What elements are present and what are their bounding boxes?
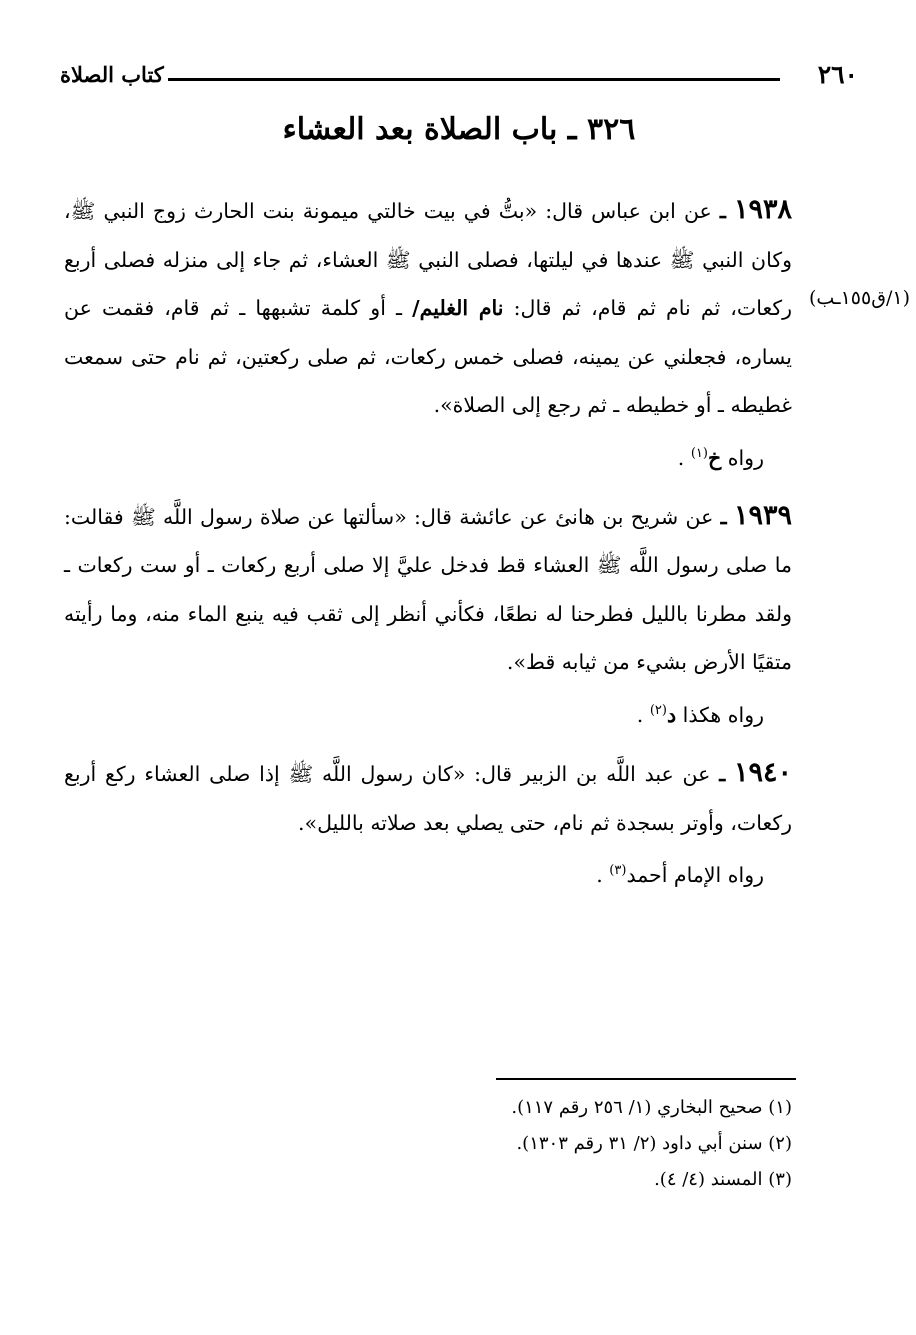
hadith-text-continued: ـ أو كلمة تشبهها ـ ثم قام، فقمت عن يساره، فجعلني عن يمينه، فصلى خمس ركعات، ثم صلى ركعتين، ثم نام حتى سمعت غطيطه ـ أو خطيطه ـ ثم رجع إلى الصلاة». — [64, 296, 792, 417]
hadith-dash: ـ — [719, 199, 726, 223]
header-rule — [168, 78, 780, 81]
source-code: خ — [707, 445, 722, 470]
hadith-source: رواه هكذا د$^{(٢)}$ . — [636, 702, 764, 727]
hadith-1938 — [64, 186, 792, 430]
hadith-number: ١٩٣٨ — [733, 194, 792, 225]
hadith-source: رواه خ$^{(١)}$ . — [677, 445, 764, 470]
source-code: د — [666, 702, 677, 727]
hadith-dash: ـ — [720, 504, 727, 529]
hadith-text: عن ابن عباس قال: «بتُّ في بيت خالتي ميمونة بنت الحارث زوج النبي ﷺ، وكان النبي ﷺ عندها في ليلتها، فصلى النبي ﷺ العشاء، ثم جاء إلى منزله فصلى أربع ركعات، ثم نام ثم قام، ثم قال: — [64, 199, 792, 320]
hadith-1940 — [64, 749, 792, 847]
margin-note: (١/ق١٥٥ـب) — [808, 287, 910, 309]
hadith-number: ١٩٤٠ — [733, 757, 792, 789]
footnote-2: (٢) سنن أبي داود (٢/ ٣١ رقم ١٣٠٣). — [516, 1133, 792, 1154]
chapter-title: ٣٢٦ ـ باب الصلاة بعد العشاء — [282, 112, 636, 147]
hadith-dash: ـ — [719, 762, 726, 787]
main-text — [64, 186, 792, 899]
footnote-ref: (٣) — [609, 863, 627, 879]
book-title: كتاب الصلاة — [60, 62, 164, 87]
hadith-bold-phrase: نام الغليم/ — [412, 296, 504, 320]
footnote-ref: (١) — [690, 445, 708, 461]
footnote-1: (١) صحيح البخاري (١/ ٢٥٦ رقم ١١٧). — [511, 1097, 792, 1118]
page-number: ٢٦٠ — [817, 60, 858, 89]
footnote-3: (٣) المسند (٤/ ٤). — [654, 1169, 792, 1190]
footnote-ref: (٢) — [649, 702, 667, 718]
hadith-text: عن شريح بن هانئ عن عائشة قال: «سألتها عن صلاة رسول اللَّه ﷺ فقالت: ما صلى رسول اللَّه ﷺ العشاء قط فدخل عليَّ إلا صلى أربع ركعات ـ أو ست ركعات ـ ولقد مطرنا بالليل فطرحنا له نطعًا، فكأني أنظر إلى ثقب فيه ينبع الماء منه، وما رأيته متقيًا الأرض بشيء من ثيابه قط». — [64, 504, 792, 675]
running-header — [60, 60, 858, 94]
hadith-source: رواه الإمام أحمد$^{(٣)}$ . — [596, 862, 764, 887]
hadith-number: ١٩٣٩ — [733, 499, 792, 531]
footnote-rule — [496, 1078, 796, 1080]
hadith-text: عن عبد اللَّه بن الزبير قال: «كان رسول اللَّه ﷺ إذا صلى العشاء ركع أربع ركعات، وأوتر بسجدة ثم نام، حتى يصلي بعد صلاته بالليل». — [64, 762, 792, 835]
footnotes — [511, 1090, 792, 1198]
hadith-1939 — [64, 492, 792, 687]
